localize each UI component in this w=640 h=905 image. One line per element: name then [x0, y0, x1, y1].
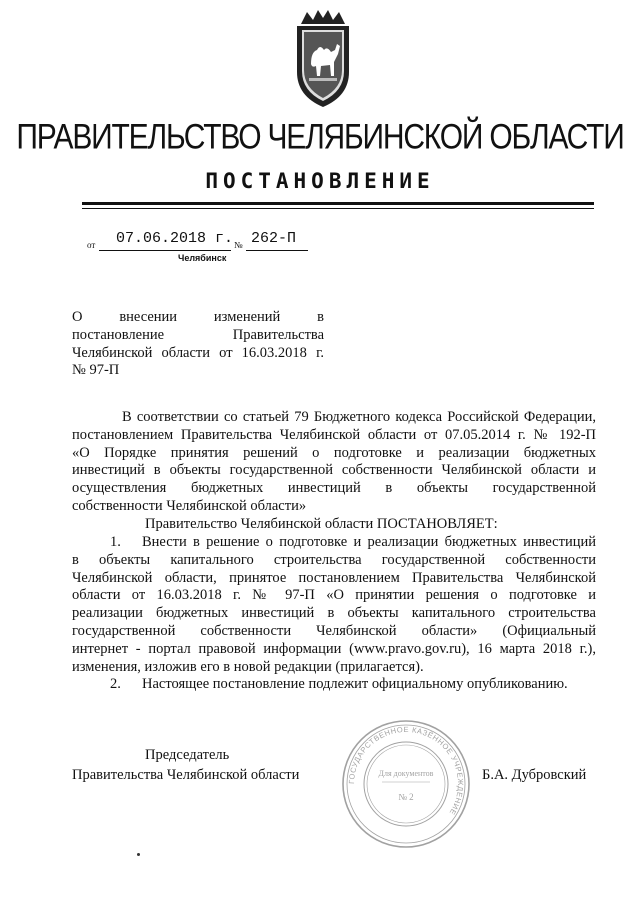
svg-text:ГОСУДАРСТВЕННОЕ КАЗЁННОЕ УЧРЕЖ: ГОСУДАРСТВЕННОЕ КАЗЁННОЕ УЧРЕЖДЕНИЕ	[346, 724, 466, 817]
official-seal-icon	[340, 718, 472, 850]
item-1-line: области от 16.03.2018 г. № 97-П «О принятии решения о подготовке и	[72, 587, 596, 604]
number-prefix: №	[234, 240, 243, 250]
preamble-paragraph	[72, 409, 596, 516]
item-1-line: изменения, изложив его в новой редакции (прилагается).	[72, 658, 424, 675]
document-number: 262-П	[251, 230, 297, 247]
city-label: Челябинск	[178, 253, 227, 263]
item-2	[72, 676, 596, 694]
date-prefix: от	[87, 240, 96, 250]
document-type: ПОСТАНОВЛЕНИЕ	[205, 169, 435, 193]
signatory-name: Б.А. Дубровский	[482, 767, 587, 783]
preamble-line: собственности Челябинской области»	[72, 497, 307, 514]
item-1-number: 1.	[110, 534, 121, 550]
item-2-number: 2.	[110, 676, 121, 692]
subject-line: № 97-П	[72, 362, 120, 379]
preamble-line: «О Порядке принятия решений о подготовке и реализации бюджетных	[72, 444, 596, 461]
item-1-first-line: Внести в решение о подготовке и реализации бюджетных инвестиций	[142, 534, 596, 550]
subject-block	[72, 309, 324, 380]
item-1-line: интернет - портал правовой информации (www.pravo.gov.ru), 16 марта 2018 г.),	[72, 640, 596, 657]
preamble-line: осуществления бюджетных инвестиций в объекты государственной	[72, 480, 596, 497]
signatory-organization: Правительства Челябинской области	[72, 767, 300, 783]
subject-line: постановление Правительства	[72, 326, 324, 343]
item-1-line: реализации бюджетных инвестиций в объекты капитального строительства	[72, 605, 596, 622]
paper-speck	[137, 853, 140, 856]
item-2-text: Настоящее постановление подлежит официальному опубликованию.	[142, 676, 568, 692]
document-date: 07.06.2018 г.	[116, 230, 234, 247]
government-title: ПРАВИТЕЛЬСТВО ЧЕЛЯБИНСКОЙ ОБЛАСТИ	[16, 118, 624, 157]
item-1	[72, 534, 596, 676]
preamble-line: постановлением Правительства Челябинской области от 07.05.2014 г. № 192-П	[72, 426, 596, 443]
item-1-line: Челябинской области, принятое постановлением Правительства Челябинской	[72, 569, 596, 586]
coat-of-arms-icon	[287, 10, 359, 110]
item-1-line: в объекты капитального строительства государственной собственности	[72, 551, 596, 568]
item-1-line: государственной собственности Челябинской области» (Официальный	[72, 622, 596, 639]
subject-line: О внесении изменений в	[72, 309, 324, 325]
svg-text:№ 2: № 2	[398, 792, 414, 802]
signatory-title: Председатель	[145, 747, 230, 763]
decree-line: Правительство Челябинской области ПОСТАНОВЛЯЕТ:	[145, 516, 498, 532]
preamble-line: инвестиций в объекты государственной собственности Челябинской области и	[72, 462, 596, 479]
header-rule-thin	[82, 208, 594, 209]
svg-text:Для документов: Для документов	[378, 769, 434, 778]
header-rule-thick	[82, 202, 594, 205]
subject-line: Челябинской области от 16.03.2018 г.	[72, 344, 324, 361]
preamble-line: В соответствии со статьей 79 Бюджетного кодекса Российской Федерации,	[122, 409, 596, 425]
